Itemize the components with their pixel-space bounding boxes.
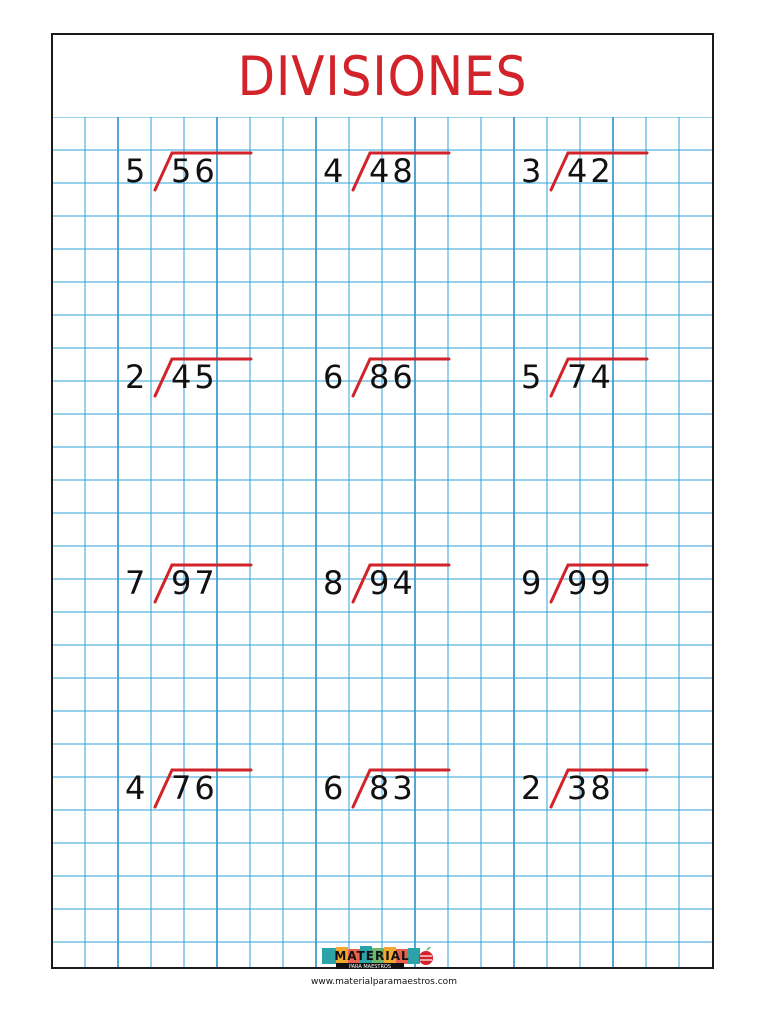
divisor: 9 xyxy=(521,564,545,602)
divisor: 4 xyxy=(125,769,149,807)
divisor: 6 xyxy=(323,769,347,807)
divisor: 7 xyxy=(125,564,149,602)
dividend: 97 xyxy=(171,564,218,602)
logo-main-text: MATERIAL xyxy=(334,949,410,963)
divisor: 3 xyxy=(521,152,545,190)
dividend: 74 xyxy=(567,358,614,396)
divisor: 2 xyxy=(521,769,545,807)
worksheet-sheet xyxy=(51,33,714,969)
dividend: 99 xyxy=(567,564,614,602)
divisor: 5 xyxy=(521,358,545,396)
dividend: 83 xyxy=(369,769,416,807)
grid-paper xyxy=(53,117,712,967)
dividend: 86 xyxy=(369,358,416,396)
dividend: 45 xyxy=(171,358,218,396)
dividend: 38 xyxy=(567,769,614,807)
divisor: 2 xyxy=(125,358,149,396)
dividend: 76 xyxy=(171,769,218,807)
divisor: 4 xyxy=(323,152,347,190)
dividend: 48 xyxy=(369,152,416,190)
brand-logo xyxy=(322,944,434,970)
website-url[interactable]: www.materialparamaestros.com xyxy=(311,977,457,987)
page-title: DIVISIONES xyxy=(237,44,528,108)
logo-sub-text: PARA MAESTROS xyxy=(348,964,392,970)
divisor: 6 xyxy=(323,358,347,396)
dividend: 94 xyxy=(369,564,416,602)
apple-icon xyxy=(419,947,433,965)
divisor: 8 xyxy=(323,564,347,602)
dividend: 42 xyxy=(567,152,614,190)
divisor: 5 xyxy=(125,152,149,190)
dividend: 56 xyxy=(171,152,218,190)
